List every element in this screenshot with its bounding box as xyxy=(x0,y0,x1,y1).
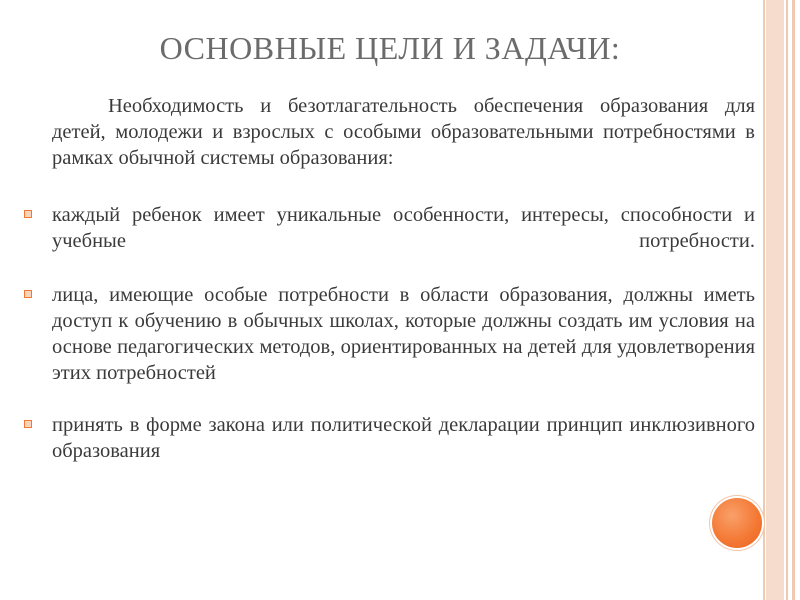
square-bullet-icon xyxy=(24,420,32,428)
intro-paragraph: Необходимость и безотлагательность обеспечения образования для детей, молодежи и взрослых с особыми образовательными потребностями в рамках обычной системы образования: xyxy=(52,95,755,169)
list-item xyxy=(52,282,755,386)
decorative-stripe xyxy=(766,0,784,600)
slide-body xyxy=(52,93,755,464)
decorative-circle xyxy=(712,498,762,548)
list-item xyxy=(52,412,755,464)
bullet-text: лица, имеющие особые потребности в области образования, должны иметь доступ к обучению в обычных школах, которые должны создать им условия на основе педагогических методов, ориентированных на детей для удовлетворения этих потребностей xyxy=(52,284,755,384)
slide-title: ОСНОВНЫЕ ЦЕЛИ И ЗАДАЧИ: xyxy=(159,30,621,66)
list-item xyxy=(52,202,755,254)
square-bullet-icon xyxy=(24,290,32,298)
decorative-stripe xyxy=(763,0,765,600)
bullet-list xyxy=(52,202,755,464)
decorative-stripe xyxy=(792,0,795,600)
decorative-stripe xyxy=(786,0,788,600)
bullet-text: каждый ребенок имеет уникальные особенности, интересы, способности и учебные потребности. xyxy=(52,204,755,252)
square-bullet-icon xyxy=(24,210,32,218)
bullet-text: принять в форме закона или политической декларации принцип инклюзивного образования xyxy=(52,414,755,462)
